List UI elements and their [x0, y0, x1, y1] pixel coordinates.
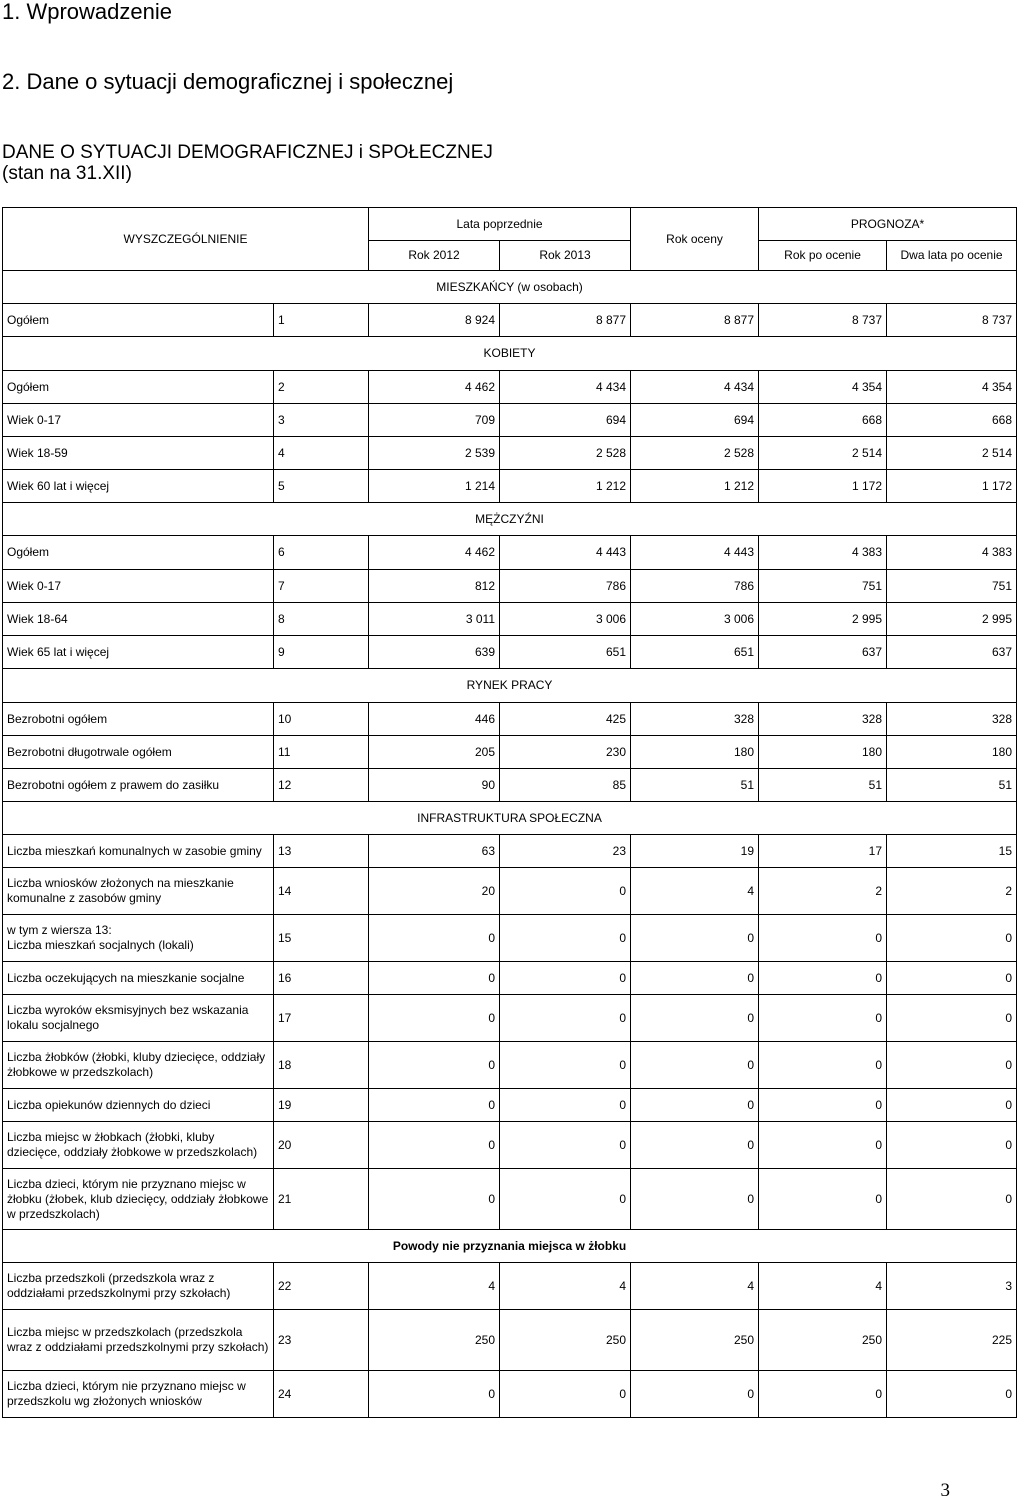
table-row — [3, 636, 1017, 669]
row-number: 24 — [274, 1371, 369, 1418]
row-value: 4 434 — [500, 371, 631, 404]
row-label: Wiek 0-17 — [3, 570, 274, 603]
row-number: 23 — [274, 1310, 369, 1371]
table-body — [3, 271, 1017, 1418]
row-label: Liczba wniosków złożonych na mieszkanie komunalne z zasobów gminy — [3, 868, 274, 915]
section-title: INFRASTRUKTURA SPOŁECZNA — [3, 802, 1017, 835]
row-value: 0 — [759, 1122, 887, 1169]
row-value: 4 354 — [887, 371, 1017, 404]
header-row-top — [3, 208, 1017, 241]
row-number: 9 — [274, 636, 369, 669]
row-number: 2 — [274, 371, 369, 404]
row-label: Wiek 18-64 — [3, 603, 274, 636]
table-row — [3, 1263, 1017, 1310]
row-value: 17 — [759, 835, 887, 868]
section-row — [3, 669, 1017, 703]
row-value: 0 — [369, 1042, 500, 1089]
row-value: 2 539 — [369, 437, 500, 470]
row-value: 0 — [369, 915, 500, 962]
table-row — [3, 1169, 1017, 1230]
row-value: 4 434 — [631, 371, 759, 404]
row-label: Wiek 60 lat i więcej — [3, 470, 274, 503]
section-title: Powody nie przyznania miejsca w żłobku — [3, 1230, 1017, 1263]
row-value: 3 006 — [500, 603, 631, 636]
row-number: 7 — [274, 570, 369, 603]
row-value: 751 — [759, 570, 887, 603]
section-title: RYNEK PRACY — [3, 669, 1017, 703]
table-row — [3, 304, 1017, 337]
table-row — [3, 1042, 1017, 1089]
row-value: 2 528 — [500, 437, 631, 470]
header-forecast: PROGNOZA* — [759, 208, 1017, 241]
table-row — [3, 470, 1017, 503]
section-title: MIESZKAŃCY (w osobach) — [3, 271, 1017, 304]
row-value: 0 — [500, 1122, 631, 1169]
row-value: 4 — [500, 1263, 631, 1310]
row-number: 18 — [274, 1042, 369, 1089]
row-value: 4 462 — [369, 536, 500, 570]
row-value: 425 — [500, 703, 631, 736]
row-value: 4 443 — [631, 536, 759, 570]
row-label: Ogółem — [3, 371, 274, 404]
row-value: 4 443 — [500, 536, 631, 570]
row-number: 12 — [274, 769, 369, 802]
heading-demographic-data: 2. Dane o sytuacji demograficznej i społecznej — [2, 69, 454, 94]
row-value: 4 383 — [887, 536, 1017, 570]
table-row — [3, 404, 1017, 437]
section-row — [3, 337, 1017, 371]
table-row — [3, 570, 1017, 603]
row-value: 0 — [631, 1089, 759, 1122]
row-value: 20 — [369, 868, 500, 915]
row-value: 1 172 — [887, 470, 1017, 503]
row-value: 751 — [887, 570, 1017, 603]
document-title — [2, 142, 493, 184]
row-value: 694 — [631, 404, 759, 437]
row-label: Ogółem — [3, 536, 274, 570]
table-row — [3, 437, 1017, 470]
row-value: 8 737 — [759, 304, 887, 337]
row-value: 0 — [887, 995, 1017, 1042]
row-value: 0 — [500, 1169, 631, 1230]
row-number: 1 — [274, 304, 369, 337]
heading-introduction: 1. Wprowadzenie — [2, 0, 172, 24]
table-row — [3, 736, 1017, 769]
row-value: 0 — [500, 1042, 631, 1089]
row-number: 14 — [274, 868, 369, 915]
row-value: 0 — [759, 1169, 887, 1230]
table-row — [3, 868, 1017, 915]
row-value: 651 — [631, 636, 759, 669]
row-value: 90 — [369, 769, 500, 802]
row-value: 812 — [369, 570, 500, 603]
row-number: 22 — [274, 1263, 369, 1310]
row-value: 1 214 — [369, 470, 500, 503]
row-value: 3 006 — [631, 603, 759, 636]
row-value: 225 — [887, 1310, 1017, 1371]
row-value: 8 924 — [369, 304, 500, 337]
row-number: 21 — [274, 1169, 369, 1230]
row-value: 230 — [500, 736, 631, 769]
row-value: 786 — [631, 570, 759, 603]
row-value: 0 — [631, 1371, 759, 1418]
table-row — [3, 536, 1017, 570]
row-value: 250 — [631, 1310, 759, 1371]
row-label: Liczba miejsc w żłobkach (żłobki, kluby dziecięce, oddziały żłobkowe w przedszkolach) — [3, 1122, 274, 1169]
table-row — [3, 1122, 1017, 1169]
table-row — [3, 769, 1017, 802]
row-number: 3 — [274, 404, 369, 437]
header-year-2013: Rok 2013 — [500, 241, 631, 271]
section-row — [3, 271, 1017, 304]
row-label: Bezrobotni ogółem z prawem do zasiłku — [3, 769, 274, 802]
row-label: Wiek 0-17 — [3, 404, 274, 437]
section-title: KOBIETY — [3, 337, 1017, 371]
row-label: Liczba mieszkań komunalnych w zasobie gminy — [3, 835, 274, 868]
row-value: 0 — [500, 868, 631, 915]
row-value: 0 — [759, 1371, 887, 1418]
row-value: 0 — [631, 915, 759, 962]
table-row — [3, 915, 1017, 962]
row-value: 0 — [369, 1169, 500, 1230]
row-value: 0 — [500, 962, 631, 995]
row-label: Liczba dzieci, którym nie przyznano miejsc w przedszkolu wg złożonych wniosków — [3, 1371, 274, 1418]
row-label: Bezrobotni długotrwale ogółem — [3, 736, 274, 769]
row-value: 15 — [887, 835, 1017, 868]
row-value: 0 — [759, 1042, 887, 1089]
row-number: 13 — [274, 835, 369, 868]
row-value: 63 — [369, 835, 500, 868]
row-value: 0 — [500, 1371, 631, 1418]
row-value: 51 — [759, 769, 887, 802]
row-value: 4 — [369, 1263, 500, 1310]
row-value: 4 383 — [759, 536, 887, 570]
row-value: 180 — [887, 736, 1017, 769]
row-value: 2 995 — [887, 603, 1017, 636]
row-value: 328 — [887, 703, 1017, 736]
row-number: 17 — [274, 995, 369, 1042]
document-title-date: (stan na 31.XII) — [2, 163, 132, 184]
row-value: 8 877 — [631, 304, 759, 337]
row-label: Liczba wyroków eksmisyjnych bez wskazania lokalu socjalnego — [3, 995, 274, 1042]
row-value: 180 — [631, 736, 759, 769]
row-value: 0 — [887, 1089, 1017, 1122]
row-value: 0 — [759, 995, 887, 1042]
row-value: 0 — [631, 1169, 759, 1230]
row-label: Wiek 65 lat i więcej — [3, 636, 274, 669]
row-value: 786 — [500, 570, 631, 603]
table-row — [3, 1310, 1017, 1371]
row-value: 694 — [500, 404, 631, 437]
row-value: 2 — [887, 868, 1017, 915]
header-assessment-year: Rok oceny — [631, 208, 759, 271]
row-value: 3 011 — [369, 603, 500, 636]
row-label: Liczba miejsc w przedszkolach (przedszkola wraz z oddziałami przedszkolnymi przy szkołach) — [3, 1310, 274, 1371]
row-value: 1 172 — [759, 470, 887, 503]
row-label: Liczba przedszkoli (przedszkola wraz z oddziałami przedszkolnymi przy szkołach) — [3, 1263, 274, 1310]
row-label: w tym z wiersza 13: Liczba mieszkań socjalnych (lokali) — [3, 915, 274, 962]
table-row — [3, 371, 1017, 404]
table-row — [3, 995, 1017, 1042]
section-row — [3, 503, 1017, 536]
row-label: Wiek 18-59 — [3, 437, 274, 470]
page-number: 3 — [940, 1480, 950, 1501]
row-number: 5 — [274, 470, 369, 503]
row-value: 0 — [631, 995, 759, 1042]
row-number: 15 — [274, 915, 369, 962]
section-row — [3, 1230, 1017, 1263]
row-value: 0 — [631, 1042, 759, 1089]
row-label: Liczba żłobków (żłobki, kluby dziecięce, oddziały żłobkowe w przedszkolach) — [3, 1042, 274, 1089]
row-number: 16 — [274, 962, 369, 995]
row-value: 0 — [759, 962, 887, 995]
row-value: 0 — [500, 995, 631, 1042]
row-label: Ogółem — [3, 304, 274, 337]
row-label: Liczba oczekujących na mieszkanie socjalne — [3, 962, 274, 995]
row-value: 250 — [500, 1310, 631, 1371]
row-value: 23 — [500, 835, 631, 868]
row-label: Bezrobotni ogółem — [3, 703, 274, 736]
row-value: 8 737 — [887, 304, 1017, 337]
row-value: 85 — [500, 769, 631, 802]
row-value: 651 — [500, 636, 631, 669]
row-value: 0 — [369, 1371, 500, 1418]
row-number: 10 — [274, 703, 369, 736]
table-row — [3, 1371, 1017, 1418]
row-value: 0 — [500, 1089, 631, 1122]
row-value: 180 — [759, 736, 887, 769]
row-value: 19 — [631, 835, 759, 868]
row-value: 0 — [369, 1122, 500, 1169]
row-value: 0 — [631, 962, 759, 995]
demographic-social-data-table — [2, 207, 1017, 1418]
row-value: 4 — [631, 1263, 759, 1310]
row-number: 19 — [274, 1089, 369, 1122]
row-value: 8 877 — [500, 304, 631, 337]
row-number: 20 — [274, 1122, 369, 1169]
table-row — [3, 1089, 1017, 1122]
table-row — [3, 603, 1017, 636]
row-number: 8 — [274, 603, 369, 636]
row-value: 51 — [887, 769, 1017, 802]
row-value: 637 — [887, 636, 1017, 669]
row-value: 0 — [887, 1042, 1017, 1089]
row-value: 2 — [759, 868, 887, 915]
row-value: 0 — [887, 962, 1017, 995]
row-value: 3 — [887, 1263, 1017, 1310]
document-title-line: DANE O SYTUACJI DEMOGRAFICZNEJ i SPOŁECZNEJ — [2, 142, 493, 163]
row-value: 4 354 — [759, 371, 887, 404]
row-value: 1 212 — [631, 470, 759, 503]
row-value: 1 212 — [500, 470, 631, 503]
row-value: 0 — [759, 1089, 887, 1122]
row-value: 0 — [887, 915, 1017, 962]
table-row — [3, 835, 1017, 868]
table-row — [3, 962, 1017, 995]
row-value: 637 — [759, 636, 887, 669]
row-value: 328 — [759, 703, 887, 736]
row-number: 6 — [274, 536, 369, 570]
row-value: 668 — [887, 404, 1017, 437]
row-value: 2 995 — [759, 603, 887, 636]
row-value: 51 — [631, 769, 759, 802]
row-number: 11 — [274, 736, 369, 769]
row-value: 4 — [631, 868, 759, 915]
row-value: 668 — [759, 404, 887, 437]
row-value: 0 — [369, 1089, 500, 1122]
section-title: MĘŻCZYŹNI — [3, 503, 1017, 536]
section-row — [3, 802, 1017, 835]
row-value: 709 — [369, 404, 500, 437]
row-value: 250 — [759, 1310, 887, 1371]
row-value: 2 514 — [887, 437, 1017, 470]
row-value: 0 — [500, 915, 631, 962]
row-value: 0 — [369, 995, 500, 1042]
header-previous-years: Lata poprzednie — [369, 208, 631, 241]
header-year-after: Rok po ocenie — [759, 241, 887, 271]
row-value: 0 — [887, 1122, 1017, 1169]
header-two-years-after: Dwa lata po ocenie — [887, 241, 1017, 271]
row-value: 250 — [369, 1310, 500, 1371]
row-label: Liczba dzieci, którym nie przyznano miejsc w żłobku (żłobek, klub dziecięcy, oddziały żłobkowe w przedszkolach) — [3, 1169, 274, 1230]
row-value: 446 — [369, 703, 500, 736]
row-label: Liczba opiekunów dziennych do dzieci — [3, 1089, 274, 1122]
row-value: 0 — [759, 915, 887, 962]
row-value: 0 — [887, 1371, 1017, 1418]
row-value: 639 — [369, 636, 500, 669]
row-value: 328 — [631, 703, 759, 736]
row-value: 0 — [631, 1122, 759, 1169]
row-value: 0 — [369, 962, 500, 995]
row-value: 2 528 — [631, 437, 759, 470]
row-value: 205 — [369, 736, 500, 769]
row-value: 2 514 — [759, 437, 887, 470]
row-value: 4 — [759, 1263, 887, 1310]
header-year-2012: Rok 2012 — [369, 241, 500, 271]
row-number: 4 — [274, 437, 369, 470]
header-specification: WYSZCZEGÓLNIENIE — [3, 208, 369, 271]
row-value: 4 462 — [369, 371, 500, 404]
table-row — [3, 703, 1017, 736]
row-value: 0 — [887, 1169, 1017, 1230]
